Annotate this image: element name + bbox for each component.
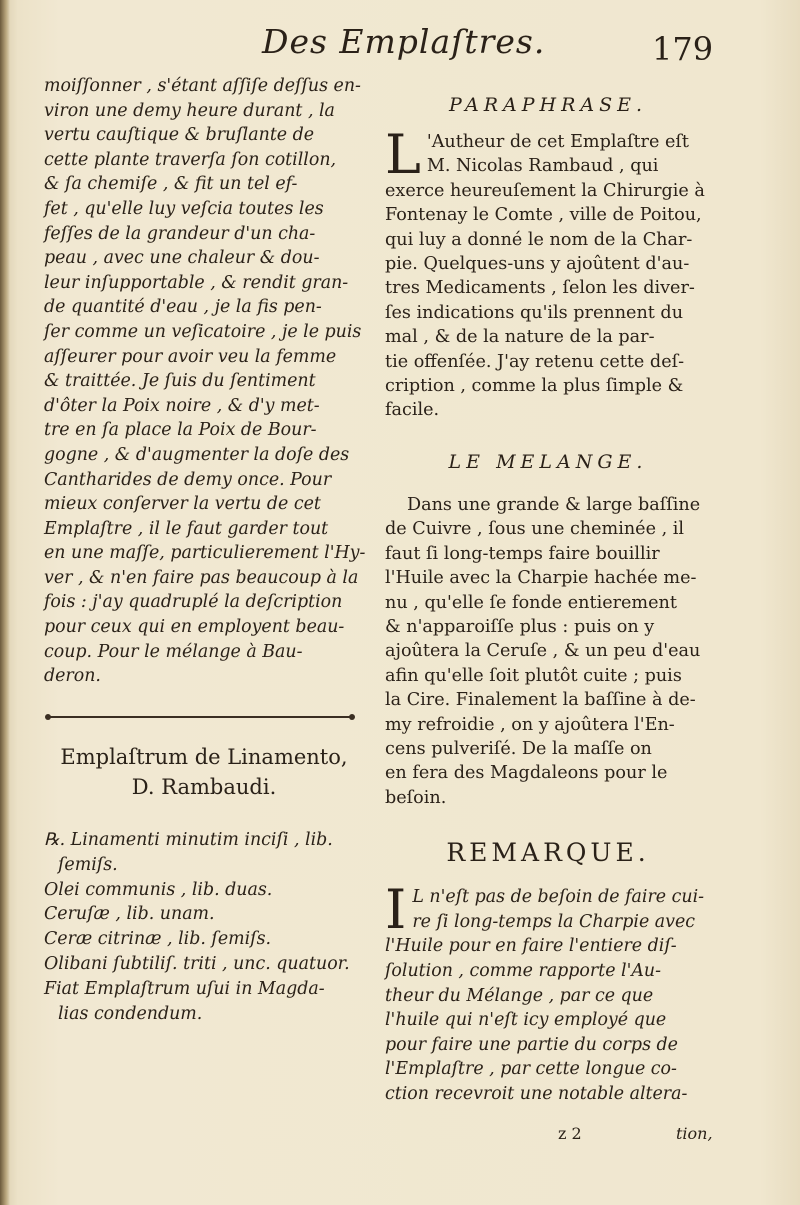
book-spine-shadow (0, 0, 10, 1205)
text-line: Olibani ſubtiliſ. triti , unc. quatuor. (44, 953, 350, 974)
remarque-paragraph (385, 878, 711, 1106)
text-line: nu , qu'elle ſe fonde entierement (385, 592, 677, 613)
text-line: en une maſſe, particulierement l'Hy- (44, 543, 366, 564)
text-line: & traittée. Je ſuis du ſentiment (44, 371, 316, 392)
text-line: exerce heureuſement la Chirurgie à (385, 180, 705, 201)
text-line: Ceræ citrinæ , lib. ſemiſs. (44, 929, 272, 950)
text-line: leur inſupportable , & rendit gran- (44, 272, 349, 293)
text-line: Fiat Emplaſtrum uſui in Magda- (44, 978, 325, 999)
drop-cap-l: L (385, 123, 421, 186)
text-line: ſer comme un veſicatoire , je le puis (44, 321, 362, 342)
text-line: my refroidie , on y ajoûtera l'En- (385, 714, 675, 735)
text-line: coup. Pour le mélange à Bau- (44, 641, 303, 662)
text-line: mal , & de la nature de la par- (385, 327, 655, 348)
text-line: facile. (385, 400, 440, 421)
text-line: l'Huile avec la Charpie hachée me- (385, 568, 697, 589)
text-line: aſſeurer pour avoir veu la femme (44, 346, 337, 367)
text-line: afin qu'elle ſoit plutôt cuite ; puis (385, 665, 682, 686)
text-line: ſolution , comme rapporte l'Au- (385, 960, 661, 981)
recipe-title (44, 742, 364, 802)
text-line: beſoin. (385, 787, 447, 808)
text-line: feſſes de la grandeur d'un cha- (44, 223, 316, 244)
text-line: ſes indications qu'ils prennent du (385, 302, 684, 323)
signature-mark: z 2 (558, 1124, 582, 1143)
text-line: d'ôter la Poix noire , & d'y met- (44, 395, 320, 416)
text-line: re ſi long-temps la Charpie avec (412, 911, 695, 932)
text-line: Fontenay le Comte , ville de Poitou, (385, 205, 702, 226)
remarque-heading: REMARQUE. (446, 838, 650, 868)
text-line: de quantité d'eau , je la fis pen- (44, 297, 322, 318)
left-column (44, 74, 366, 689)
text-line: cription , comme la plus ſimple & (385, 376, 684, 397)
text-line: L n'eſt pas de beſoin de faire cui- (412, 887, 705, 908)
text-line: Dans une grande & large baſſine (407, 494, 701, 515)
text-line: 'Autheur de cet Emplaſtre eſt (426, 132, 689, 152)
text-line: tres Medicaments , ſelon les diver- (385, 278, 695, 299)
recipe-title-line-2: D. Rambaudi. (131, 775, 277, 799)
paraphrase-text (385, 123, 711, 423)
continued-paragraph (44, 74, 366, 689)
text-line: pour ceux qui en employent beau- (44, 617, 345, 638)
text-line: qui luy a donné le nom de la Char- (385, 229, 693, 250)
page-number: 179 (652, 30, 714, 68)
text-line: & n'apparoiſſe plus : puis on y (385, 616, 655, 637)
melange-text (385, 493, 711, 810)
recipe-ingredients (44, 828, 364, 1026)
text-line: la Cire. Finalement la baſſine à de- (385, 690, 696, 711)
text-line: Cantharides de demy once. Pour (44, 469, 332, 490)
text-line: ℞. Linamenti minutim inciſi , lib. (44, 830, 333, 850)
text-line: l'Emplaſtre , par cette longue co- (385, 1059, 677, 1080)
paraphrase-heading: PARAPHRASE. (448, 94, 648, 116)
text-line: fet , qu'elle luy veſcia toutes les (44, 198, 324, 219)
text-line: M. Nicolas Rambaud , qui (426, 156, 659, 177)
drop-cap-i: I (385, 878, 407, 942)
text-line: pour faire une partie du corps de (385, 1034, 678, 1055)
right-column (385, 94, 711, 1107)
text-line: lias condendum. (58, 1003, 203, 1024)
text-line: deron. (44, 666, 101, 687)
text-line: cette plante traverſa ſon cotillon, (44, 149, 337, 170)
text-line: ſemiſs. (58, 854, 118, 875)
paraphrase-paragraph (385, 123, 711, 423)
text-line: Ceruſæ , lib. unam. (44, 904, 215, 925)
text-line: & ſa chemiſe , & fit un tel ef- (44, 174, 298, 195)
remarque-text (385, 878, 711, 1106)
recipe-title-line-1: Emplaſtrum de Linamento, (60, 745, 348, 769)
text-line: Olei communis , lib. duas. (44, 879, 273, 900)
text-line: ction recevroit une notable altera- (385, 1083, 688, 1104)
section-divider (48, 716, 352, 718)
text-line: theur du Mélange , par ce que (385, 985, 654, 1006)
text-line: l'huile qui n'eſt icy employé que (385, 1010, 667, 1031)
text-line: en fera des Magdaleons pour le (385, 763, 668, 784)
text-line: peau , avec une chaleur & dou- (44, 248, 320, 269)
melange-heading: LE MELANGE. (448, 450, 648, 473)
recipe-block (44, 828, 364, 1026)
text-line: cens pulveriſé. De la maſſe on (385, 738, 652, 759)
text-line: ajoûtera la Ceruſe , & un peu d'eau (385, 641, 701, 662)
text-line: vertu cauſtique & bruſlante de (44, 125, 315, 146)
text-line: viron une demy heure durant , la (44, 100, 335, 121)
text-line: moiſſonner , s'étant aſſiſe deſſus en- (44, 76, 361, 96)
text-line: faut ſi long-temps faire bouillir (385, 543, 660, 564)
text-line: mieux conſerver la vertu de cet (44, 494, 321, 515)
text-line: fois : j'ay quadruplé la deſcription (44, 592, 343, 613)
text-line: de Cuivre , ſous une cheminée , il (385, 519, 685, 540)
text-line: Emplaſtre , il le faut garder tout (44, 518, 329, 539)
text-line: gogne , & d'augmenter la doſe des (44, 444, 350, 465)
text-line: ver , & n'en faire pas beaucoup à la (44, 567, 359, 588)
catchword: tion, (676, 1124, 713, 1143)
running-head: Des Emplaſtres. (262, 22, 546, 61)
text-line: tre en ſa place la Poix de Bour- (44, 420, 317, 441)
text-line: pie. Quelques-uns y ajoûtent d'au- (385, 254, 690, 275)
text-line: l'Huile pour en faire l'entiere diſ- (385, 936, 677, 957)
text-line: tie offenſée. J'ay retenu cette deſ- (385, 351, 685, 372)
